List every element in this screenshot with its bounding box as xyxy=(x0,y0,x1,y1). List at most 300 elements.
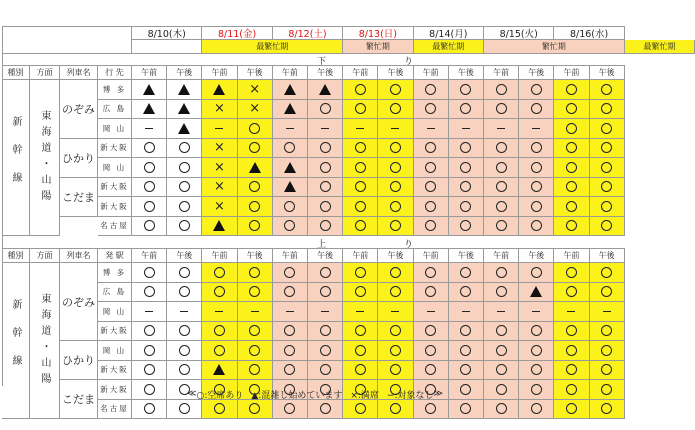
downbound-header-pm-1: 午後 xyxy=(167,66,202,80)
downbound-header-am-0: 午前 xyxy=(132,66,167,80)
upbound-status-4-11 xyxy=(519,341,554,361)
open-seat-icon xyxy=(144,364,155,375)
downbound-status-7-7 xyxy=(378,217,413,237)
downbound-status-1-4 xyxy=(273,100,308,120)
downbound-status-6-5 xyxy=(308,197,343,217)
legend-open-seat: ○:空席あり xyxy=(196,390,244,401)
open-seat-icon xyxy=(460,345,471,356)
downbound-status-2-1 xyxy=(167,119,202,139)
downbound-status-6-8 xyxy=(414,197,449,217)
open-seat-icon xyxy=(320,142,331,153)
downbound-header-am-8: 午前 xyxy=(414,66,449,80)
downbound-status-2-5 xyxy=(308,119,343,139)
not-applicable-dash-icon xyxy=(145,311,153,312)
open-seat-icon xyxy=(179,201,190,212)
open-seat-icon xyxy=(390,162,401,173)
open-seat-icon xyxy=(144,142,155,153)
open-seat-icon xyxy=(355,267,366,278)
downbound-status-1-11 xyxy=(519,100,554,120)
full-cross-icon: × xyxy=(214,179,225,195)
upbound-status-3-1 xyxy=(167,322,202,342)
downbound-status-3-9 xyxy=(449,139,484,159)
date-header-3: 8/13(日) xyxy=(343,27,413,40)
upbound-dest-3: 新大阪 xyxy=(98,322,132,342)
downbound-status-6-13 xyxy=(590,197,625,217)
upbound-status-5-2 xyxy=(202,361,237,381)
period-header-5: 最繁忙期 xyxy=(625,40,695,54)
upbound-header-pm-3: 午後 xyxy=(238,249,273,263)
upbound-status-1-0 xyxy=(132,283,167,303)
upbound-status-0-10 xyxy=(484,263,519,283)
upbound-status-7-10 xyxy=(484,400,519,420)
open-seat-icon xyxy=(460,84,471,95)
not-applicable-dash-icon xyxy=(427,311,435,312)
legend-crowded: ▲:混雑し始めています xyxy=(251,390,343,401)
crowded-triangle-icon xyxy=(143,103,155,114)
downbound-status-1-2 xyxy=(202,100,237,120)
downbound-header-pm-11: 午後 xyxy=(519,66,554,80)
open-seat-icon xyxy=(390,201,401,212)
date-header-0: 8/10(木) xyxy=(132,27,202,40)
upbound-status-2-9 xyxy=(449,302,484,322)
open-seat-icon xyxy=(390,325,401,336)
upbound-title-left: 上 xyxy=(317,240,327,250)
open-seat-icon xyxy=(249,364,260,375)
downbound-header-dest: 行 先 xyxy=(98,66,132,80)
downbound-status-1-0 xyxy=(132,100,167,120)
upbound-status-5-7 xyxy=(378,361,413,381)
upbound-status-2-4 xyxy=(273,302,308,322)
downbound-status-7-11 xyxy=(519,217,554,237)
upbound-direction-text: 東海道・山陽 xyxy=(39,292,50,389)
downbound-status-2-10 xyxy=(484,119,519,139)
not-applicable-dash-icon xyxy=(145,128,153,129)
downbound-status-6-12 xyxy=(554,197,589,217)
downbound-category-text: 新幹線 xyxy=(10,115,21,200)
downbound-status-5-6 xyxy=(343,178,378,198)
upbound-dest-0: 博 多 xyxy=(98,263,132,283)
upbound-status-1-1 xyxy=(167,283,202,303)
downbound-status-2-2 xyxy=(202,119,237,139)
downbound-header-pm-7: 午後 xyxy=(378,66,413,80)
open-seat-icon xyxy=(320,103,331,114)
downbound-dest-0: 博 多 xyxy=(98,80,132,100)
downbound-status-4-1 xyxy=(167,158,202,178)
downbound-status-7-9 xyxy=(449,217,484,237)
downbound-status-2-3 xyxy=(238,119,273,139)
upbound-status-1-12 xyxy=(554,283,589,303)
downbound-status-3-0 xyxy=(132,139,167,159)
open-seat-icon xyxy=(496,142,507,153)
upbound-status-5-0 xyxy=(132,361,167,381)
header-corner xyxy=(2,27,132,54)
upbound-header-pm-5: 午後 xyxy=(308,249,343,263)
downbound-status-0-1 xyxy=(167,80,202,100)
upbound-status-1-11 xyxy=(519,283,554,303)
open-seat-icon xyxy=(460,286,471,297)
crowded-triangle-icon xyxy=(284,181,296,192)
open-seat-icon xyxy=(249,201,260,212)
crowded-triangle-icon xyxy=(213,220,225,231)
upbound-train-0: のぞみ xyxy=(60,263,98,341)
open-seat-icon xyxy=(460,267,471,278)
open-seat-icon xyxy=(601,123,612,134)
open-seat-icon xyxy=(249,220,260,231)
legend-full: ×:満席 xyxy=(350,390,379,401)
open-seat-icon xyxy=(320,201,331,212)
not-applicable-dash-icon xyxy=(321,311,329,312)
open-seat-icon xyxy=(566,103,577,114)
open-seat-icon xyxy=(460,142,471,153)
upbound-status-7-11 xyxy=(519,400,554,420)
open-seat-icon xyxy=(496,220,507,231)
downbound-status-6-3 xyxy=(238,197,273,217)
downbound-status-7-0 xyxy=(132,217,167,237)
upbound-status-3-8 xyxy=(414,322,449,342)
downbound-title-right: り xyxy=(404,57,414,67)
downbound-status-2-9 xyxy=(449,119,484,139)
open-seat-icon xyxy=(249,345,260,356)
open-seat-icon xyxy=(390,220,401,231)
open-seat-icon xyxy=(496,181,507,192)
full-cross-icon: × xyxy=(249,81,261,97)
upbound-dest-5: 新大阪 xyxy=(98,361,132,381)
not-applicable-dash-icon xyxy=(251,311,259,312)
upbound-status-7-1 xyxy=(167,400,202,420)
legend-close: ≫ xyxy=(433,389,443,399)
open-seat-icon xyxy=(531,345,542,356)
open-seat-icon xyxy=(355,364,366,375)
open-seat-icon xyxy=(601,181,612,192)
downbound-status-7-2 xyxy=(202,217,237,237)
upbound-status-3-6 xyxy=(343,322,378,342)
full-cross-icon: × xyxy=(214,101,225,117)
downbound-header-pm-5: 午後 xyxy=(308,66,343,80)
crowded-triangle-icon xyxy=(249,162,261,173)
open-seat-icon xyxy=(460,103,471,114)
open-seat-icon xyxy=(496,364,507,375)
crowded-triangle-icon xyxy=(178,84,190,95)
downbound-header-pm-13: 午後 xyxy=(590,66,625,80)
upbound-status-2-0 xyxy=(132,302,167,322)
downbound-status-5-1 xyxy=(167,178,202,198)
downbound-header-pm-9: 午後 xyxy=(449,66,484,80)
crowded-triangle-icon xyxy=(213,364,225,375)
upbound-status-3-5 xyxy=(308,322,343,342)
downbound-header-am-2: 午前 xyxy=(202,66,237,80)
date-header-5: 8/15(火) xyxy=(484,27,554,40)
upbound-status-4-13 xyxy=(590,341,625,361)
upbound-status-3-13 xyxy=(590,322,625,342)
open-seat-icon xyxy=(214,345,225,356)
downbound-status-7-4 xyxy=(273,217,308,237)
not-applicable-dash-icon xyxy=(532,311,540,312)
upbound-status-4-1 xyxy=(167,341,202,361)
open-seat-icon xyxy=(355,345,366,356)
downbound-header-pm-3: 午後 xyxy=(238,66,273,80)
not-applicable-dash-icon xyxy=(356,311,364,312)
date-header-4: 8/14(月) xyxy=(414,27,484,40)
open-seat-icon xyxy=(390,286,401,297)
downbound-title-left: 下 xyxy=(317,57,327,67)
open-seat-icon xyxy=(566,84,577,95)
downbound-status-3-1 xyxy=(167,139,202,159)
open-seat-icon xyxy=(425,84,436,95)
upbound-status-2-12 xyxy=(554,302,589,322)
open-seat-icon xyxy=(249,142,260,153)
downbound-status-2-0 xyxy=(132,119,167,139)
upbound-status-4-0 xyxy=(132,341,167,361)
downbound-status-5-10 xyxy=(484,178,519,198)
downbound-status-2-6 xyxy=(343,119,378,139)
not-applicable-dash-icon xyxy=(532,128,540,129)
open-seat-icon xyxy=(496,286,507,297)
upbound-status-0-1 xyxy=(167,263,202,283)
upbound-status-5-4 xyxy=(273,361,308,381)
downbound-direction xyxy=(30,80,60,236)
crowded-triangle-icon xyxy=(178,123,190,134)
open-seat-icon xyxy=(425,162,436,173)
downbound-status-3-5 xyxy=(308,139,343,159)
downbound-status-0-8 xyxy=(414,80,449,100)
upbound-header-pm-1: 午後 xyxy=(167,249,202,263)
downbound-status-1-6 xyxy=(343,100,378,120)
upbound-status-0-3 xyxy=(238,263,273,283)
upbound-status-2-6 xyxy=(343,302,378,322)
open-seat-icon xyxy=(355,103,366,114)
not-applicable-dash-icon xyxy=(391,311,399,312)
downbound-status-6-9 xyxy=(449,197,484,217)
open-seat-icon xyxy=(355,325,366,336)
downbound-status-1-8 xyxy=(414,100,449,120)
upbound-status-2-5 xyxy=(308,302,343,322)
upbound-header-direction: 方面 xyxy=(30,249,60,263)
open-seat-icon xyxy=(284,201,295,212)
downbound-status-2-4 xyxy=(273,119,308,139)
open-seat-icon xyxy=(284,325,295,336)
upbound-dest-6: 新大阪 xyxy=(98,380,132,400)
open-seat-icon xyxy=(566,345,577,356)
downbound-train-2: こだま xyxy=(60,178,98,217)
downbound-status-5-7 xyxy=(378,178,413,198)
downbound-status-0-4 xyxy=(273,80,308,100)
open-seat-icon xyxy=(249,403,260,414)
open-seat-icon xyxy=(355,142,366,153)
open-seat-icon xyxy=(144,403,155,414)
open-seat-icon xyxy=(179,345,190,356)
downbound-dest-5: 新大阪 xyxy=(98,178,132,198)
downbound-status-4-8 xyxy=(414,158,449,178)
downbound-status-4-7 xyxy=(378,158,413,178)
upbound-status-7-2 xyxy=(202,400,237,420)
upbound-status-3-2 xyxy=(202,322,237,342)
upbound-status-3-12 xyxy=(554,322,589,342)
open-seat-icon xyxy=(566,267,577,278)
upbound-status-4-8 xyxy=(414,341,449,361)
upbound-status-5-5 xyxy=(308,361,343,381)
downbound-status-0-9 xyxy=(449,80,484,100)
downbound-status-3-7 xyxy=(378,139,413,159)
open-seat-icon xyxy=(214,403,225,414)
open-seat-icon xyxy=(249,325,260,336)
downbound-status-5-8 xyxy=(414,178,449,198)
upbound-status-4-2 xyxy=(202,341,237,361)
open-seat-icon xyxy=(320,162,331,173)
open-seat-icon xyxy=(355,181,366,192)
upbound-status-7-0 xyxy=(132,400,167,420)
open-seat-icon xyxy=(601,84,612,95)
open-seat-icon xyxy=(179,403,190,414)
upbound-status-0-6 xyxy=(343,263,378,283)
upbound-status-5-10 xyxy=(484,361,519,381)
upbound-header-am-10: 午前 xyxy=(484,249,519,263)
open-seat-icon xyxy=(531,181,542,192)
crowded-triangle-icon xyxy=(178,103,190,114)
full-cross-icon: × xyxy=(214,159,225,175)
downbound-status-2-7 xyxy=(378,119,413,139)
not-applicable-dash-icon xyxy=(215,311,223,312)
upbound-status-7-9 xyxy=(449,400,484,420)
downbound-header-am-10: 午前 xyxy=(484,66,519,80)
downbound-dest-1: 広 島 xyxy=(98,100,132,120)
date-header-1: 8/11(金) xyxy=(202,27,272,40)
open-seat-icon xyxy=(601,364,612,375)
not-applicable-dash-icon xyxy=(462,311,470,312)
upbound-status-0-2 xyxy=(202,263,237,283)
open-seat-icon xyxy=(531,364,542,375)
downbound-status-1-7 xyxy=(378,100,413,120)
downbound-status-7-1 xyxy=(167,217,202,237)
upbound-dest-2: 岡 山 xyxy=(98,302,132,322)
downbound-status-3-13 xyxy=(590,139,625,159)
open-seat-icon xyxy=(249,286,260,297)
open-seat-icon xyxy=(390,103,401,114)
upbound-status-5-13 xyxy=(590,361,625,381)
upbound-header-am-8: 午前 xyxy=(414,249,449,263)
open-seat-icon xyxy=(284,364,295,375)
upbound-header-pm-7: 午後 xyxy=(378,249,413,263)
open-seat-icon xyxy=(320,403,331,414)
full-cross-icon: × xyxy=(214,198,225,214)
open-seat-icon xyxy=(601,403,612,414)
not-applicable-dash-icon xyxy=(497,128,505,129)
downbound-status-4-5 xyxy=(308,158,343,178)
downbound-status-1-1 xyxy=(167,100,202,120)
downbound-status-6-2 xyxy=(202,197,237,217)
upbound-status-4-12 xyxy=(554,341,589,361)
upbound-dest-7: 名古屋 xyxy=(98,400,132,420)
open-seat-icon xyxy=(601,345,612,356)
open-seat-icon xyxy=(425,181,436,192)
downbound-status-2-8 xyxy=(414,119,449,139)
open-seat-icon xyxy=(390,142,401,153)
downbound-status-0-5 xyxy=(308,80,343,100)
downbound-status-7-13 xyxy=(590,217,625,237)
open-seat-icon xyxy=(496,267,507,278)
open-seat-icon xyxy=(460,162,471,173)
open-seat-icon xyxy=(320,325,331,336)
open-seat-icon xyxy=(284,403,295,414)
date-header-2: 8/12(土) xyxy=(273,27,343,40)
not-applicable-dash-icon xyxy=(427,128,435,129)
upbound-status-5-11 xyxy=(519,361,554,381)
open-seat-icon xyxy=(566,325,577,336)
downbound-dest-7: 名古屋 xyxy=(98,217,132,237)
crowded-triangle-icon xyxy=(143,84,155,95)
open-seat-icon xyxy=(320,364,331,375)
open-seat-icon xyxy=(601,220,612,231)
upbound-status-2-1 xyxy=(167,302,202,322)
open-seat-icon xyxy=(566,364,577,375)
open-seat-icon xyxy=(179,286,190,297)
downbound-train-0: のぞみ xyxy=(60,80,98,139)
legend-open: ≪ xyxy=(187,389,197,399)
open-seat-icon xyxy=(496,345,507,356)
upbound-status-0-4 xyxy=(273,263,308,283)
upbound-title-right: り xyxy=(404,240,414,250)
open-seat-icon xyxy=(496,325,507,336)
upbound-status-4-3 xyxy=(238,341,273,361)
legend-none: −:対象なし xyxy=(386,390,434,401)
downbound-header-type: 種別 xyxy=(2,66,30,80)
upbound-header-type: 種別 xyxy=(2,249,30,263)
open-seat-icon xyxy=(425,403,436,414)
open-seat-icon xyxy=(566,181,577,192)
upbound-status-5-9 xyxy=(449,361,484,381)
open-seat-icon xyxy=(531,325,542,336)
downbound-train-1: ひかり xyxy=(60,139,98,178)
upbound-status-2-10 xyxy=(484,302,519,322)
open-seat-icon xyxy=(144,220,155,231)
upbound-status-0-13 xyxy=(590,263,625,283)
upbound-status-2-2 xyxy=(202,302,237,322)
open-seat-icon xyxy=(531,267,542,278)
upbound-status-4-7 xyxy=(378,341,413,361)
open-seat-icon xyxy=(566,142,577,153)
upbound-status-3-7 xyxy=(378,322,413,342)
crowded-triangle-icon xyxy=(530,286,542,297)
upbound-status-3-0 xyxy=(132,322,167,342)
open-seat-icon xyxy=(284,220,295,231)
open-seat-icon xyxy=(531,103,542,114)
upbound-status-3-3 xyxy=(238,322,273,342)
downbound-dest-3: 新大阪 xyxy=(98,139,132,159)
downbound-status-0-3 xyxy=(238,80,273,100)
upbound-status-1-5 xyxy=(308,283,343,303)
open-seat-icon xyxy=(425,345,436,356)
downbound-status-0-6 xyxy=(343,80,378,100)
downbound-header-am-4: 午前 xyxy=(273,66,308,80)
open-seat-icon xyxy=(601,267,612,278)
downbound-status-5-12 xyxy=(554,178,589,198)
open-seat-icon xyxy=(284,286,295,297)
upbound-header-am-4: 午前 xyxy=(273,249,308,263)
upbound-status-2-13 xyxy=(590,302,625,322)
open-seat-icon xyxy=(425,142,436,153)
open-seat-icon xyxy=(531,403,542,414)
downbound-status-1-3 xyxy=(238,100,273,120)
open-seat-icon xyxy=(566,162,577,173)
downbound-status-6-11 xyxy=(519,197,554,217)
open-seat-icon xyxy=(355,162,366,173)
open-seat-icon xyxy=(179,181,190,192)
downbound-category xyxy=(2,80,30,236)
downbound-header-direction: 方面 xyxy=(30,66,60,80)
open-seat-icon xyxy=(249,123,260,134)
open-seat-icon xyxy=(531,220,542,231)
upbound-train-1: ひかり xyxy=(60,341,98,380)
open-seat-icon xyxy=(355,84,366,95)
